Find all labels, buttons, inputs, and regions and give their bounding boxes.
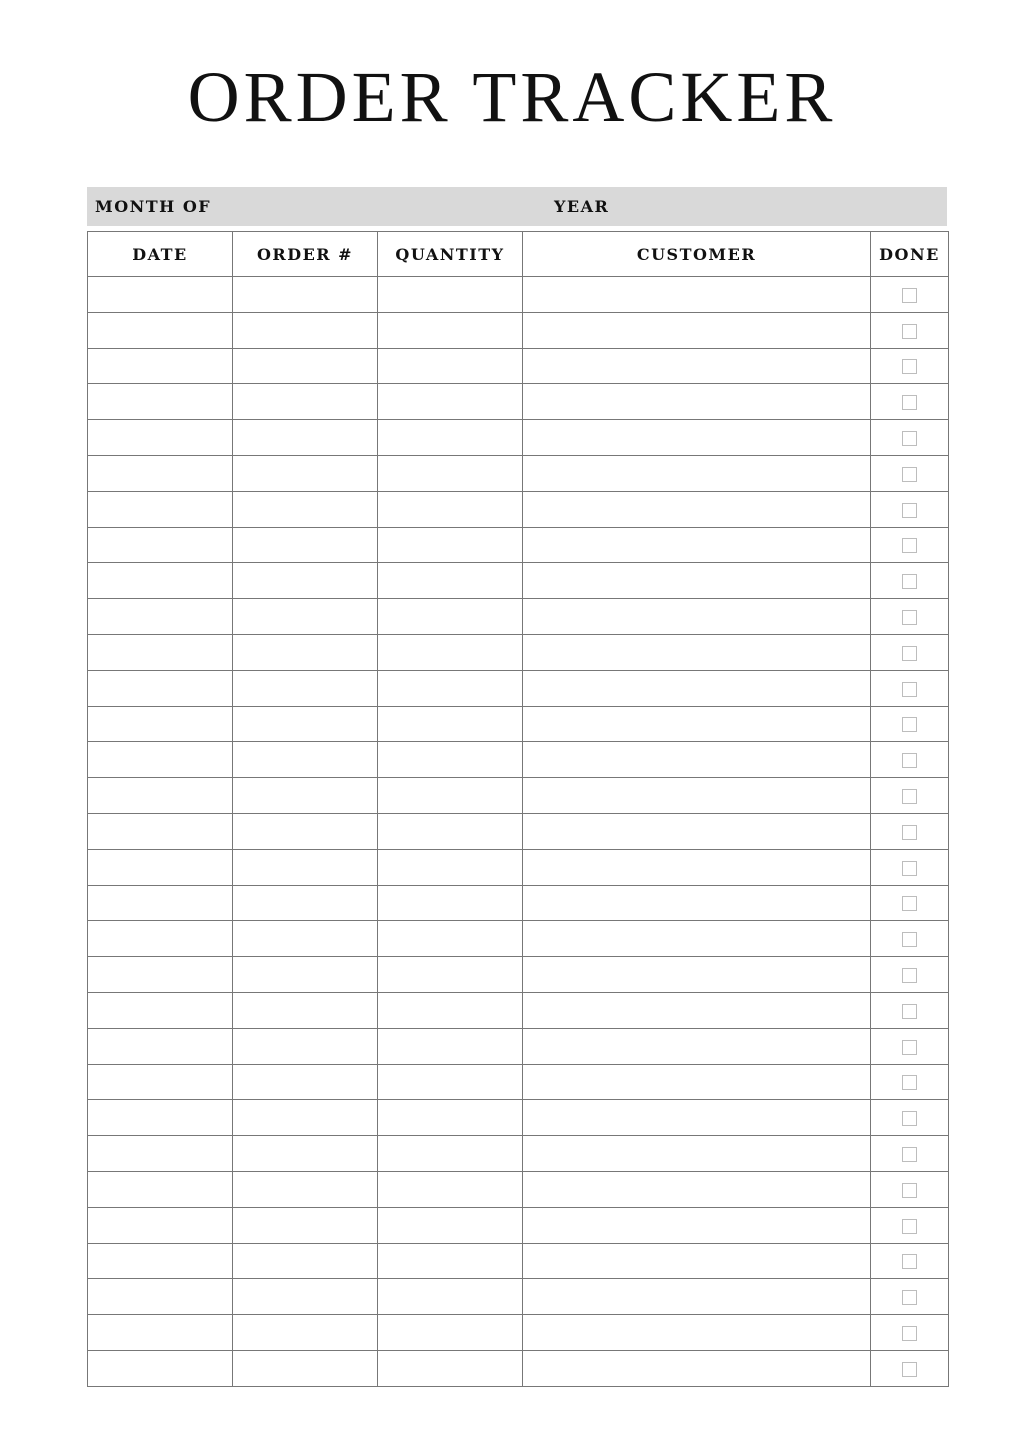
cell-date[interactable]: [88, 348, 233, 384]
table-row: [88, 563, 949, 599]
cell-order[interactable]: [233, 312, 378, 348]
cell-quantity[interactable]: [378, 957, 523, 993]
cell-quantity[interactable]: [378, 885, 523, 921]
cell-date[interactable]: [88, 813, 233, 849]
cell-date[interactable]: [88, 1171, 233, 1207]
page-title: ORDER TRACKER: [187, 57, 837, 137]
cell-customer[interactable]: [523, 599, 871, 635]
cell-customer[interactable]: [523, 455, 871, 491]
cell-quantity[interactable]: [378, 1279, 523, 1315]
table-row: [88, 742, 949, 778]
month-label: MONTH OF: [95, 197, 212, 216]
table-row: [88, 1028, 949, 1064]
cell-done: [871, 527, 949, 563]
year-label: YEAR: [554, 197, 610, 216]
cell-customer[interactable]: [523, 742, 871, 778]
done-checkbox[interactable]: [902, 932, 917, 947]
cell-date[interactable]: [88, 742, 233, 778]
cell-done: [871, 1350, 949, 1386]
cell-quantity[interactable]: [378, 455, 523, 491]
cell-quantity[interactable]: [378, 420, 523, 456]
cell-quantity[interactable]: [378, 348, 523, 384]
done-checkbox[interactable]: [902, 1004, 917, 1019]
done-checkbox[interactable]: [902, 861, 917, 876]
cell-date[interactable]: [88, 277, 233, 313]
cell-order[interactable]: [233, 1136, 378, 1172]
cell-order[interactable]: [233, 778, 378, 814]
table-header-row: [88, 232, 949, 277]
cell-done: [871, 1279, 949, 1315]
table-row: [88, 1350, 949, 1386]
cell-done: [871, 670, 949, 706]
done-checkbox[interactable]: [902, 1075, 917, 1090]
column-header-done: DONE: [871, 232, 949, 277]
cell-date[interactable]: [88, 1028, 233, 1064]
cell-quantity[interactable]: [378, 384, 523, 420]
cell-order[interactable]: [233, 599, 378, 635]
cell-customer[interactable]: [523, 527, 871, 563]
table-row: [88, 885, 949, 921]
done-checkbox[interactable]: [902, 789, 917, 804]
cell-order[interactable]: [233, 420, 378, 456]
cell-order[interactable]: [233, 706, 378, 742]
done-checkbox[interactable]: [902, 1147, 917, 1162]
cell-quantity[interactable]: [378, 1350, 523, 1386]
cell-order[interactable]: [233, 885, 378, 921]
cell-quantity[interactable]: [378, 670, 523, 706]
column-header-order-number: ORDER #: [233, 232, 378, 277]
cell-done: [871, 491, 949, 527]
cell-done: [871, 1207, 949, 1243]
cell-quantity[interactable]: [378, 1171, 523, 1207]
cell-quantity[interactable]: [378, 1064, 523, 1100]
table-row: [88, 491, 949, 527]
cell-date[interactable]: [88, 921, 233, 957]
cell-date[interactable]: [88, 957, 233, 993]
table-row: [88, 992, 949, 1028]
cell-date[interactable]: [88, 312, 233, 348]
done-checkbox[interactable]: [902, 896, 917, 911]
cell-quantity[interactable]: [378, 1028, 523, 1064]
cell-customer[interactable]: [523, 312, 871, 348]
done-checkbox[interactable]: [902, 324, 917, 339]
cell-quantity[interactable]: [378, 1315, 523, 1351]
cell-done: [871, 1028, 949, 1064]
cell-date[interactable]: [88, 670, 233, 706]
done-checkbox[interactable]: [902, 1290, 917, 1305]
done-checkbox[interactable]: [902, 1326, 917, 1341]
table-row: [88, 277, 949, 313]
cell-quantity[interactable]: [378, 813, 523, 849]
done-checkbox[interactable]: [902, 1254, 917, 1269]
done-checkbox[interactable]: [902, 968, 917, 983]
cell-customer[interactable]: [523, 420, 871, 456]
cell-order[interactable]: [233, 849, 378, 885]
cell-date[interactable]: [88, 1064, 233, 1100]
cell-order[interactable]: [233, 634, 378, 670]
cell-date[interactable]: [88, 527, 233, 563]
table-body: [88, 277, 949, 1387]
cell-quantity[interactable]: [378, 634, 523, 670]
column-header-date: DATE: [88, 232, 233, 277]
cell-done: [871, 885, 949, 921]
cell-date[interactable]: [88, 491, 233, 527]
cell-customer[interactable]: [523, 1136, 871, 1172]
cell-order[interactable]: [233, 670, 378, 706]
table-row: [88, 778, 949, 814]
cell-done: [871, 634, 949, 670]
cell-date[interactable]: [88, 563, 233, 599]
cell-done: [871, 1243, 949, 1279]
table-row: [88, 1207, 949, 1243]
cell-customer[interactable]: [523, 1100, 871, 1136]
cell-date[interactable]: [88, 634, 233, 670]
cell-date[interactable]: [88, 1243, 233, 1279]
month-year-bar: [87, 187, 947, 226]
table-row: [88, 1279, 949, 1315]
cell-customer[interactable]: [523, 778, 871, 814]
cell-quantity[interactable]: [378, 312, 523, 348]
cell-done: [871, 1171, 949, 1207]
cell-customer[interactable]: [523, 813, 871, 849]
cell-quantity[interactable]: [378, 1207, 523, 1243]
table-row: [88, 420, 949, 456]
cell-customer[interactable]: [523, 1350, 871, 1386]
cell-done: [871, 384, 949, 420]
done-checkbox[interactable]: [902, 610, 917, 625]
table-row: [88, 813, 949, 849]
cell-done: [871, 706, 949, 742]
cell-quantity[interactable]: [378, 742, 523, 778]
cell-quantity[interactable]: [378, 1136, 523, 1172]
cell-order[interactable]: [233, 384, 378, 420]
cell-customer[interactable]: [523, 384, 871, 420]
table-row: [88, 1315, 949, 1351]
done-checkbox[interactable]: [902, 825, 917, 840]
cell-date[interactable]: [88, 706, 233, 742]
cell-done: [871, 1136, 949, 1172]
column-header-quantity: QUANTITY: [378, 232, 523, 277]
cell-customer[interactable]: [523, 957, 871, 993]
cell-customer[interactable]: [523, 1171, 871, 1207]
done-checkbox[interactable]: [902, 1219, 917, 1234]
table-row: [88, 1171, 949, 1207]
cell-order[interactable]: [233, 957, 378, 993]
cell-customer[interactable]: [523, 670, 871, 706]
cell-done: [871, 420, 949, 456]
cell-date[interactable]: [88, 1100, 233, 1136]
done-checkbox[interactable]: [902, 359, 917, 374]
table-row: [88, 1100, 949, 1136]
cell-date[interactable]: [88, 1350, 233, 1386]
table-row: [88, 527, 949, 563]
cell-quantity[interactable]: [378, 277, 523, 313]
table-row: [88, 384, 949, 420]
cell-done: [871, 742, 949, 778]
done-checkbox[interactable]: [902, 1040, 917, 1055]
table-row: [88, 1136, 949, 1172]
cell-order[interactable]: [233, 1028, 378, 1064]
done-checkbox[interactable]: [902, 538, 917, 553]
cell-order[interactable]: [233, 992, 378, 1028]
cell-customer[interactable]: [523, 563, 871, 599]
cell-quantity[interactable]: [378, 527, 523, 563]
done-checkbox[interactable]: [902, 1111, 917, 1126]
table-row: [88, 706, 949, 742]
cell-quantity[interactable]: [378, 849, 523, 885]
table-row: [88, 455, 949, 491]
cell-customer[interactable]: [523, 706, 871, 742]
cell-customer[interactable]: [523, 1279, 871, 1315]
cell-done: [871, 563, 949, 599]
cell-order[interactable]: [233, 1350, 378, 1386]
cell-done: [871, 921, 949, 957]
cell-customer[interactable]: [523, 1028, 871, 1064]
cell-date[interactable]: [88, 992, 233, 1028]
cell-customer[interactable]: [523, 1243, 871, 1279]
done-checkbox[interactable]: [902, 717, 917, 732]
cell-quantity[interactable]: [378, 992, 523, 1028]
cell-done: [871, 348, 949, 384]
done-checkbox[interactable]: [902, 753, 917, 768]
cell-order[interactable]: [233, 742, 378, 778]
order-table: [87, 231, 949, 1387]
cell-customer[interactable]: [523, 992, 871, 1028]
cell-customer[interactable]: [523, 1315, 871, 1351]
cell-customer[interactable]: [523, 1064, 871, 1100]
done-checkbox[interactable]: [902, 682, 917, 697]
cell-date[interactable]: [88, 1279, 233, 1315]
cell-customer[interactable]: [523, 921, 871, 957]
table-row: [88, 921, 949, 957]
cell-quantity[interactable]: [378, 491, 523, 527]
cell-done: [871, 599, 949, 635]
cell-order[interactable]: [233, 1243, 378, 1279]
done-checkbox[interactable]: [902, 431, 917, 446]
done-checkbox[interactable]: [902, 646, 917, 661]
done-checkbox[interactable]: [902, 503, 917, 518]
cell-quantity[interactable]: [378, 1243, 523, 1279]
cell-done: [871, 849, 949, 885]
cell-order[interactable]: [233, 1100, 378, 1136]
cell-customer[interactable]: [523, 1207, 871, 1243]
cell-date[interactable]: [88, 1207, 233, 1243]
cell-done: [871, 277, 949, 313]
table-row: [88, 599, 949, 635]
cell-quantity[interactable]: [378, 1100, 523, 1136]
cell-order[interactable]: [233, 277, 378, 313]
cell-customer[interactable]: [523, 634, 871, 670]
cell-quantity[interactable]: [378, 921, 523, 957]
cell-order[interactable]: [233, 813, 378, 849]
cell-date[interactable]: [88, 849, 233, 885]
cell-done: [871, 312, 949, 348]
cell-order[interactable]: [233, 1279, 378, 1315]
cell-customer[interactable]: [523, 348, 871, 384]
cell-date[interactable]: [88, 885, 233, 921]
cell-date[interactable]: [88, 384, 233, 420]
cell-date[interactable]: [88, 778, 233, 814]
cell-done: [871, 957, 949, 993]
done-checkbox[interactable]: [902, 574, 917, 589]
cell-order[interactable]: [233, 455, 378, 491]
table-row: [88, 957, 949, 993]
done-checkbox[interactable]: [902, 288, 917, 303]
cell-done: [871, 992, 949, 1028]
done-checkbox[interactable]: [902, 1183, 917, 1198]
cell-customer[interactable]: [523, 277, 871, 313]
cell-done: [871, 455, 949, 491]
column-header-customer: CUSTOMER: [523, 232, 871, 277]
table-row: [88, 348, 949, 384]
cell-done: [871, 1064, 949, 1100]
cell-order[interactable]: [233, 491, 378, 527]
cell-order[interactable]: [233, 527, 378, 563]
cell-order[interactable]: [233, 1171, 378, 1207]
done-checkbox[interactable]: [902, 1362, 917, 1377]
cell-order[interactable]: [233, 1064, 378, 1100]
done-checkbox[interactable]: [902, 467, 917, 482]
cell-done: [871, 1315, 949, 1351]
cell-quantity[interactable]: [378, 706, 523, 742]
table-row: [88, 1243, 949, 1279]
cell-date[interactable]: [88, 1315, 233, 1351]
table-row: [88, 1064, 949, 1100]
cell-done: [871, 813, 949, 849]
table-row: [88, 634, 949, 670]
cell-customer[interactable]: [523, 885, 871, 921]
cell-order[interactable]: [233, 348, 378, 384]
cell-date[interactable]: [88, 599, 233, 635]
cell-done: [871, 778, 949, 814]
cell-date[interactable]: [88, 455, 233, 491]
table-row: [88, 849, 949, 885]
cell-quantity[interactable]: [378, 778, 523, 814]
cell-order[interactable]: [233, 563, 378, 599]
cell-order[interactable]: [233, 921, 378, 957]
cell-done: [871, 1100, 949, 1136]
cell-customer[interactable]: [523, 849, 871, 885]
cell-order[interactable]: [233, 1207, 378, 1243]
done-checkbox[interactable]: [902, 395, 917, 410]
cell-order[interactable]: [233, 1315, 378, 1351]
cell-quantity[interactable]: [378, 563, 523, 599]
table-row: [88, 670, 949, 706]
cell-date[interactable]: [88, 420, 233, 456]
table-row: [88, 312, 949, 348]
cell-date[interactable]: [88, 1136, 233, 1172]
cell-customer[interactable]: [523, 491, 871, 527]
cell-quantity[interactable]: [378, 599, 523, 635]
